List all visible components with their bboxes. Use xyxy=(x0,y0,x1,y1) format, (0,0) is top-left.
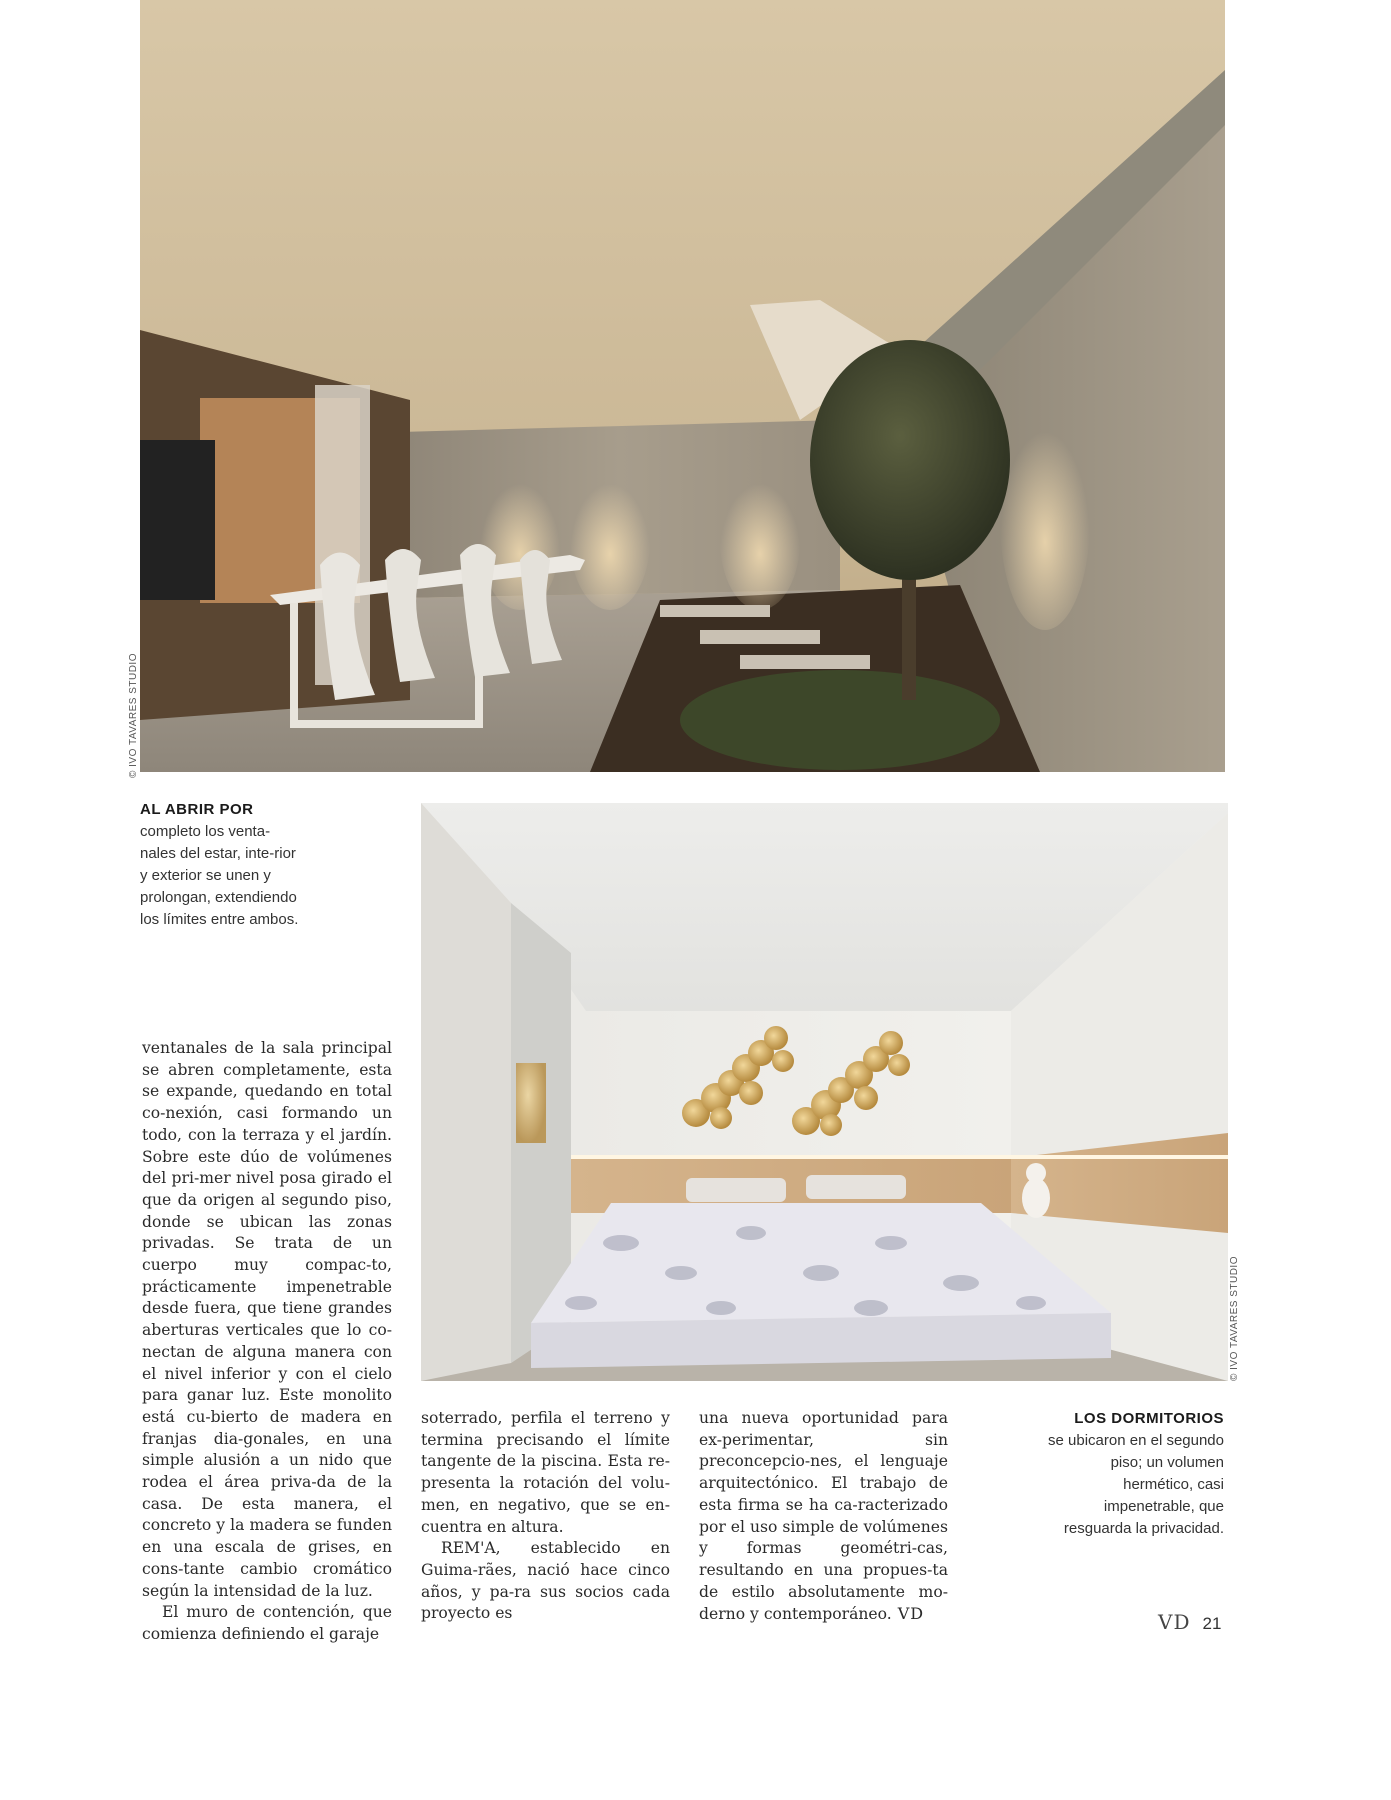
photo-credit-bottom: © IVO TAVARES STUDIO xyxy=(1229,1256,1240,1381)
caption-text: se ubicaron en el segundo piso; un volumen hermético, casi impenetrable, que resguarda la privacidad. xyxy=(1048,1432,1224,1537)
body-text: una nueva oportunidad para ex-perimentar, sin preconcepcio-nes, el lenguaje arquitectónico. El trabajo de esta firma se ha ca-racterizado por el uso simple de volúmenes y formas geométri-cas, resultando en una propues-ta de estilo absolutamente mo-derno y contemporáneo. xyxy=(699,1409,948,1624)
photo-credit-top: © IVO TAVARES STUDIO xyxy=(128,653,139,778)
body-column-3 xyxy=(699,1408,948,1626)
page-number: 21 xyxy=(1202,1614,1222,1633)
caption-dining xyxy=(140,799,300,931)
body-column-2 xyxy=(421,1408,670,1625)
body-paragraph: soterrado, perfila el terreno y termina precisando el límite tangente de la piscina. Esta re-presenta la rotación del volu-men, en negativo, que se en-cuentra en altura. xyxy=(421,1409,670,1536)
body-paragraph: El muro de contención, que comienza definiendo el garaje xyxy=(142,1603,392,1643)
magazine-logo: VD xyxy=(1158,1610,1191,1634)
body-paragraph: ventanales de la sala principal se abren completamente, esta se expande, quedando en total co-nexión, casi formando un todo, con la terraza y el jardín. Sobre este dúo de volúmenes del pri-mer nivel posa girado el que da origen al segundo piso, donde se ubican las zonas privadas. Se trata de un cuerpo muy compac-to, prácticamente impenetrable desde fuera, que tiene grandes aberturas verticales que lo co-nectan de alguna manera con el nivel inferior y con el cielo para ganar luz. Este monolito está cu-bierto de madera en franjas dia-gonales, en una simple alusión a un nido que rodea el área priva-da de la casa. De esta manera, el concreto y la madera se funden en una escala de grises, en cons-tante cambio cromático según la intensidad de la luz. xyxy=(142,1039,392,1600)
dining-patio-photo xyxy=(140,0,1225,772)
caption-lead: LOS DORMITORIOS xyxy=(1074,1410,1224,1427)
caption-lead: AL ABRIR POR xyxy=(140,801,254,818)
page-footer xyxy=(1158,1610,1221,1634)
body-column-1 xyxy=(142,1038,392,1646)
end-mark: VD xyxy=(897,1604,925,1624)
body-paragraph xyxy=(699,1408,948,1626)
bedroom-photo xyxy=(421,803,1228,1381)
caption-bedrooms xyxy=(1040,1408,1224,1540)
body-paragraph: REM'A, establecido en Guima-rães, nació hace cinco años, y pa-ra sus socios cada proyecto es xyxy=(421,1539,670,1623)
caption-text: completo los venta-nales del estar, inte-rior y exterior se unen y prolongan, extendiendo los límites entre ambos. xyxy=(140,823,299,928)
